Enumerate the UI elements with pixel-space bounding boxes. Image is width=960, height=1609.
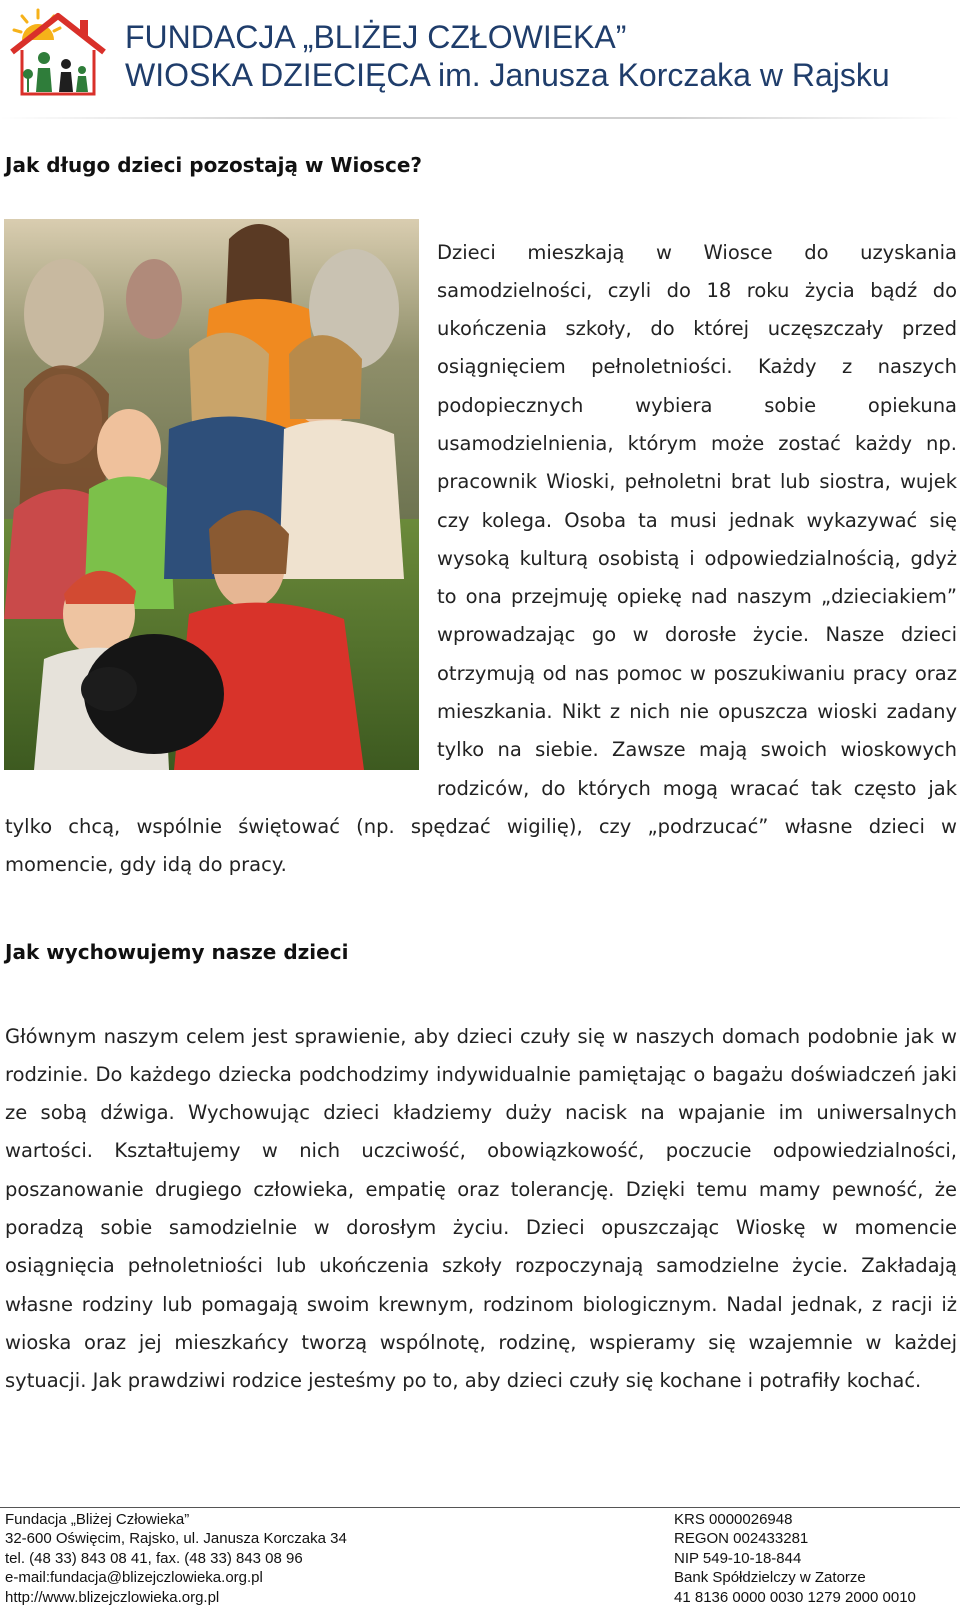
footer-address: 32-600 Oświęcim, Rajsko, ul. Janusza Korczaka 34 xyxy=(5,1530,347,1548)
section-text-stay-duration: Dzieci mieszkają w Wiosce do uzyskania samodzielności, czyli do 18 roku życia bądź do ukończenia szkoły, do której uczęszczały przed osiągnięciem pełnoletniości. Każdy z naszych podopiecznych wybiera sobie opiekuna usamodzielnienia, którym może zostać każdy np. pracownik Wioski, pełnoletni brat lub siostra, wujek czy kolega. Osoba ta musi jednak wykazywać się wysoką kulturą osobistą i odpowiedzialnością, gdyż to ona przejmuję opiekę nad naszym „dzieciakiem” wprowadzając go w dorosłe życie. Nasze dzieci otrzymują od nas pomoc w poszukiwaniu pracy oraz mieszkania. Nikt z nich nie opuszcza wioski zadany tylko na siebie. Zawsze mają swoich wioskowych rodziców, do których mogą wracać tak często jak tylko chcą, wspólnie świętować (np. spędzać wigilię), czy „podrzucać” własne dzieci w momencie, gdy idą do pracy. xyxy=(5,240,957,877)
footer-nip: NIP 549-10-18-844 xyxy=(674,1549,802,1567)
footer-contact-info xyxy=(5,1510,347,1607)
organization-name xyxy=(125,18,890,94)
footer-website[interactable]: http://www.blizejczlowieka.org.pl xyxy=(5,1588,220,1606)
footer-phone: tel. (48 33) 843 08 41, fax. (48 33) 843 08 96 xyxy=(5,1549,303,1567)
footer-registration-info xyxy=(674,1510,916,1607)
footer-email[interactable]: e-mail:fundacja@blizejczlowieka.org.pl xyxy=(5,1569,263,1587)
footer-krs: KRS 0000026948 xyxy=(674,1511,793,1528)
header-divider xyxy=(0,117,960,119)
organization-name-line2: WIOSKA DZIECIĘCA im. Janusza Korczaka w Rajsku xyxy=(125,57,890,93)
organization-name-line1: FUNDACJA „BLIŻEJ CZŁOWIEKA” xyxy=(125,19,627,55)
section-heading-stay-duration: Jak długo dzieci pozostają w Wiosce? xyxy=(5,153,422,177)
footer-regon: REGON 002433281 xyxy=(674,1530,809,1548)
section-heading-upbringing: Jak wychowujemy nasze dzieci xyxy=(5,940,349,964)
footer-org-name: Fundacja „Bliżej Człowieka” xyxy=(5,1511,190,1528)
page-header xyxy=(0,0,960,118)
footer-divider xyxy=(0,1507,960,1508)
section-text-upbringing: Głównym naszym celem jest sprawienie, aby dzieci czuły się w naszych domach podobnie jak w rodzinie. Do każdego dziecka podchodzimy indywidualnie pamiętając o bagażu doświadczeń jaki ze sobą dźwiga. Wychowując dzieci kładziemy duży nacisk na wpajanie im uniwersalnych wartości. Kształtujemy w nich uczciwość, obowiązkowość, poczucie odpowiedzialności, poszanowanie drugiego człowieka, empatię oraz tolerancję. Dzięki temu mamy pewność, że poradzą sobie samodzielnie w dorosłym życiu. Dzieci opuszczając Wioskę w momencie osiągnięcia pełnoletniości lub ukończenia szkoły rozpoczynają samodzielne życie. Zakładają własne rodziny lub pomagają swoim krewnym, rodzinom biologicznym. Nadal jednak, z racji iż wioska oraz jej mieszkańcy tworzą wspólnotę, rodzinę, wspieramy się wzajemnie w każdej sytuacji. Jak prawdziwi rodzice jesteśmy po to, aby dzieci czuły się kochane i potrafiły kochać. xyxy=(5,1024,957,1393)
footer-bank-name: Bank Spółdzielczy w Zatorze xyxy=(674,1569,866,1587)
footer-bank-account: 41 8136 0000 0030 1279 2000 0010 xyxy=(674,1588,916,1606)
foundation-logo xyxy=(8,6,106,98)
